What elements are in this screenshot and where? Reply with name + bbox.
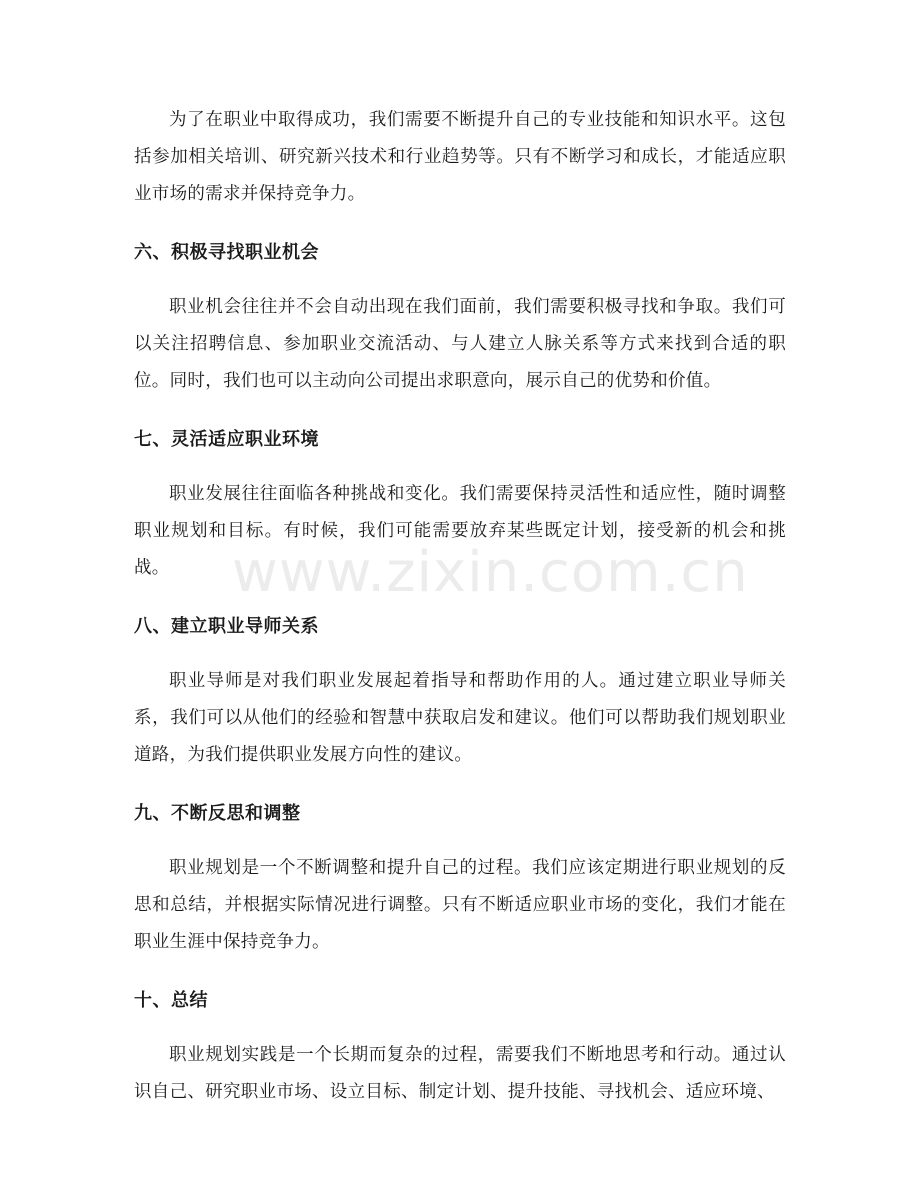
section-heading-8: 八、建立职业导师关系 — [134, 616, 319, 637]
section-body-6: 职业机会往往并不会自动出现在我们面前，我们需要积极寻找和争取。我们可以关注招聘信息、参加职业交流活动、与人建立人脉关系等方式来找到合适的职位。同时，我们也可以主动向公司提出求职意向，展示自己的优势和价值。 — [134, 297, 786, 391]
watermark-text: www.zixin.com.cn — [232, 540, 749, 605]
intro-paragraph: 为了在职业中取得成功，我们需要不断提升自己的专业技能和知识水平。这包括参加相关培训、研究新兴技术和行业趋势等。只有不断学习和成长，才能适应职业市场的需求并保持竞争力。 — [134, 110, 786, 204]
section-heading-7: 七、灵活适应职业环境 — [134, 429, 319, 450]
section-body-9: 职业规划是一个不断调整和提升自己的过程。我们应该定期进行职业规划的反思和总结，并根据实际情况进行调整。只有不断适应职业市场的变化，我们才能在职业生涯中保持竞争力。 — [134, 858, 786, 952]
section-heading-10: 十、总结 — [134, 990, 208, 1011]
section-body-10: 职业规划实践是一个长期而复杂的过程，需要我们不断地思考和行动。通过认识自己、研究职业市场、设立目标、制定计划、提升技能、寻找机会、适应环境、 — [134, 1045, 786, 1102]
section-body-7: 职业发展往往面临各种挑战和变化。我们需要保持灵活性和适应性，随时调整职业规划和目标。有时候，我们可能需要放弃某些既定计划，接受新的机会和挑战。 — [134, 484, 786, 578]
section-heading-9: 九、不断反思和调整 — [134, 803, 301, 824]
document-page — [134, 102, 786, 1111]
section-body-8: 职业导师是对我们职业发展起着指导和帮助作用的人。通过建立职业导师关系，我们可以从他们的经验和智慧中获取启发和建议。他们可以帮助我们规划职业道路，为我们提供职业发展方向性的建议。 — [134, 671, 786, 765]
section-heading-6: 六、积极寻找职业机会 — [134, 242, 319, 263]
